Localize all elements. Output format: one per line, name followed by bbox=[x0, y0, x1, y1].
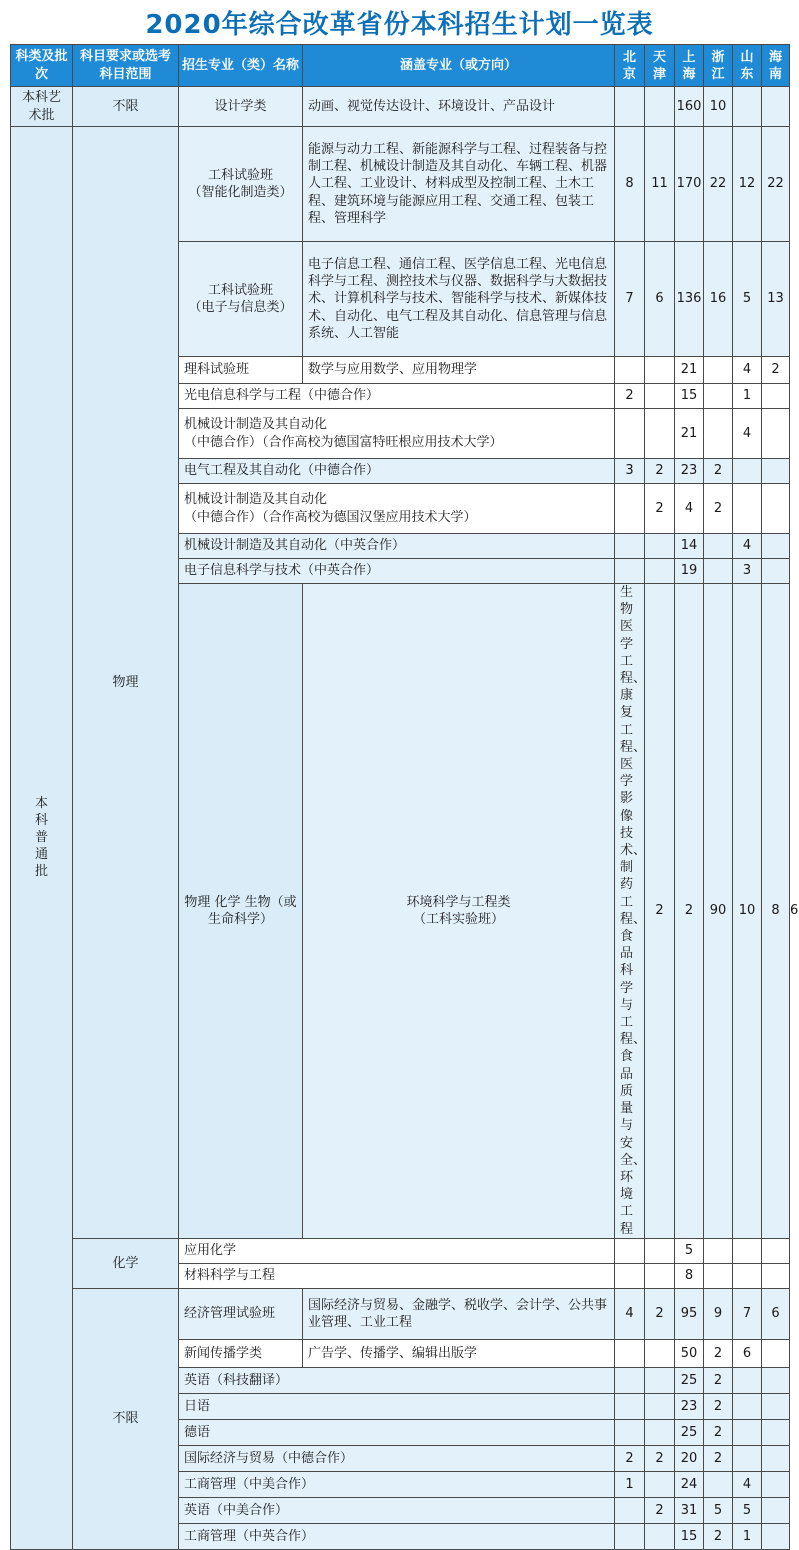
quota-hainan: 6 bbox=[762, 1288, 790, 1339]
table-body bbox=[11, 87, 799, 1550]
quota-hainan bbox=[762, 1339, 790, 1367]
major-name-cell: 电气工程及其自动化（中德合作） bbox=[179, 459, 615, 484]
major-name-cell: 设计学类 bbox=[179, 87, 303, 127]
quota-hainan bbox=[762, 1238, 790, 1263]
quota-shanghai: 160 bbox=[675, 87, 704, 127]
category-label: 本科普通批 bbox=[34, 796, 48, 880]
quota-shanghai: 21 bbox=[675, 357, 704, 384]
quota-shanghai: 19 bbox=[675, 559, 704, 584]
major-name-cell: 机械设计制造及其自动化（中英合作） bbox=[179, 534, 615, 559]
quota-hainan: 13 bbox=[762, 242, 790, 357]
major-name-cell: 日语 bbox=[179, 1393, 615, 1419]
quota-tianjin bbox=[645, 384, 675, 409]
quota-zhejiang bbox=[704, 384, 733, 409]
quota-zhejiang: 2 bbox=[704, 1339, 733, 1367]
quota-beijing bbox=[615, 1523, 645, 1549]
coverage-cell: 生物医学工程、康复工程、医学影像技术、制药工程、食品科学与工程、食品质量与安全、环境工程 bbox=[615, 584, 645, 1239]
quota-hainan bbox=[762, 1419, 790, 1445]
header-category: 科类及批次 bbox=[11, 45, 73, 87]
quota-tianjin: 2 bbox=[645, 1445, 675, 1471]
quota-beijing bbox=[615, 534, 645, 559]
header-beijing: 北京 bbox=[615, 45, 645, 87]
quota-tianjin: 2 bbox=[645, 484, 675, 534]
subject-cell: 不限 bbox=[73, 87, 179, 127]
major-name-cell: 工商管理（中英合作） bbox=[179, 1523, 615, 1549]
quota-hainan bbox=[762, 1367, 790, 1393]
quota-tianjin bbox=[645, 1523, 675, 1549]
quota-zhejiang bbox=[704, 1471, 733, 1497]
quota-zhejiang: 22 bbox=[704, 127, 733, 242]
quota-zhejiang: 5 bbox=[704, 1497, 733, 1523]
major-name-cell: 光电信息科学与工程（中德合作） bbox=[179, 384, 615, 409]
quota-shanghai: 50 bbox=[675, 1339, 704, 1367]
header-row bbox=[11, 45, 790, 87]
major-name-cell: 工科试验班 （电子与信息类） bbox=[179, 242, 303, 357]
quota-beijing: 1 bbox=[615, 1471, 645, 1497]
quota-hainan bbox=[762, 1445, 790, 1471]
quota-beijing: 2 bbox=[615, 1445, 645, 1471]
quota-hainan: 2 bbox=[762, 357, 790, 384]
quota-hainan bbox=[762, 87, 790, 127]
table-row bbox=[11, 1238, 790, 1263]
header-shanghai: 上海 bbox=[675, 45, 704, 87]
page-title: 2020年综合改革省份本科招生计划一览表 bbox=[145, 9, 654, 40]
major-name-cell: 国际经济与贸易（中德合作） bbox=[179, 1445, 615, 1471]
major-name-cell: 机械设计制造及其自动化 （中德合作）（合作高校为德国富特旺根应用技术大学） bbox=[179, 409, 615, 459]
quota-shanghai: 23 bbox=[675, 1393, 704, 1419]
quota-beijing bbox=[615, 559, 645, 584]
quota-zhejiang bbox=[704, 559, 733, 584]
table-row bbox=[11, 127, 790, 242]
quota-tianjin: 11 bbox=[645, 127, 675, 242]
quota-shandong bbox=[733, 1419, 762, 1445]
quota-shanghai: 25 bbox=[675, 1419, 704, 1445]
quota-hainan bbox=[762, 459, 790, 484]
coverage-cell: 国际经济与贸易、金融学、税收学、会计学、公共事业管理、工业工程 bbox=[303, 1288, 615, 1339]
quota-shanghai: 21 bbox=[675, 409, 704, 459]
major-name-cell: 英语（中美合作） bbox=[179, 1497, 615, 1523]
quota-beijing bbox=[615, 1263, 645, 1288]
quota-beijing bbox=[615, 1497, 645, 1523]
quota-shanghai: 8 bbox=[675, 1263, 704, 1288]
quota-beijing bbox=[615, 484, 645, 534]
quota-zhejiang bbox=[704, 357, 733, 384]
quota-tianjin bbox=[645, 1339, 675, 1367]
quota-shandong: 4 bbox=[733, 1471, 762, 1497]
quota-beijing bbox=[615, 357, 645, 384]
quota-shandong: 4 bbox=[733, 409, 762, 459]
quota-shanghai: 95 bbox=[675, 1288, 704, 1339]
quota-shanghai: 15 bbox=[675, 384, 704, 409]
quota-shandong: 3 bbox=[733, 559, 762, 584]
quota-tianjin bbox=[645, 1471, 675, 1497]
quota-shanghai: 90 bbox=[704, 584, 733, 1239]
coverage-cell: 动画、视觉传达设计、环境设计、产品设计 bbox=[303, 87, 615, 127]
quota-zhejiang: 10 bbox=[704, 87, 733, 127]
quota-beijing bbox=[615, 1419, 645, 1445]
header-major: 招生专业（类）名称 bbox=[179, 45, 303, 87]
quota-shandong: 1 bbox=[733, 1523, 762, 1549]
quota-beijing bbox=[615, 87, 645, 127]
quota-hainan bbox=[762, 484, 790, 534]
quota-tianjin: 2 bbox=[645, 1497, 675, 1523]
quota-zhejiang: 2 bbox=[704, 1367, 733, 1393]
quota-shandong bbox=[733, 1393, 762, 1419]
subject-cell: 化学 bbox=[73, 1238, 179, 1288]
header-subject: 科目要求或选考科目范围 bbox=[73, 45, 179, 87]
quota-zhejiang bbox=[704, 1263, 733, 1288]
subject-cell: 物理 化学 生物（或生命科学） bbox=[179, 584, 303, 1239]
quota-shanghai: 24 bbox=[675, 1471, 704, 1497]
quota-hainan bbox=[762, 1497, 790, 1523]
header-zhejiang: 浙江 bbox=[704, 45, 733, 87]
quota-beijing: 3 bbox=[615, 459, 645, 484]
quota-tianjin bbox=[645, 559, 675, 584]
quota-beijing bbox=[615, 1238, 645, 1263]
quota-zhejiang bbox=[704, 534, 733, 559]
quota-shandong: 4 bbox=[733, 357, 762, 384]
quota-beijing: 7 bbox=[615, 242, 645, 357]
quota-tianjin: 2 bbox=[675, 584, 704, 1239]
quota-tianjin bbox=[645, 87, 675, 127]
quota-zhejiang: 16 bbox=[704, 242, 733, 357]
quota-shandong bbox=[733, 459, 762, 484]
quota-tianjin bbox=[645, 409, 675, 459]
quota-shanghai: 4 bbox=[675, 484, 704, 534]
quota-shandong bbox=[733, 1445, 762, 1471]
quota-shanghai: 170 bbox=[675, 127, 704, 242]
header-tianjin: 天津 bbox=[645, 45, 675, 87]
quota-shandong: 4 bbox=[733, 534, 762, 559]
enrollment-plan-table bbox=[10, 44, 799, 1550]
quota-tianjin: 2 bbox=[645, 1288, 675, 1339]
quota-beijing: 2 bbox=[615, 384, 645, 409]
quota-tianjin bbox=[645, 1393, 675, 1419]
quota-shandong: 6 bbox=[733, 1339, 762, 1367]
quota-zhejiang: 9 bbox=[704, 1288, 733, 1339]
quota-zhejiang bbox=[704, 409, 733, 459]
quota-shanghai: 5 bbox=[675, 1238, 704, 1263]
quota-hainan bbox=[762, 1523, 790, 1549]
quota-beijing: 2 bbox=[645, 584, 675, 1239]
major-name-cell: 德语 bbox=[179, 1419, 615, 1445]
subject-cell: 物理 bbox=[73, 127, 179, 1239]
quota-shanghai: 31 bbox=[675, 1497, 704, 1523]
quota-beijing: 8 bbox=[615, 127, 645, 242]
quota-tianjin bbox=[645, 1367, 675, 1393]
quota-zhejiang: 2 bbox=[704, 484, 733, 534]
subject-cell: 不限 bbox=[73, 1288, 179, 1549]
quota-shandong: 5 bbox=[733, 1497, 762, 1523]
quota-hainan bbox=[762, 384, 790, 409]
quota-shandong bbox=[733, 484, 762, 534]
quota-shandong: 12 bbox=[733, 127, 762, 242]
major-name-cell: 理科试验班 bbox=[179, 357, 303, 384]
quota-tianjin bbox=[645, 534, 675, 559]
quota-tianjin bbox=[645, 1263, 675, 1288]
quota-hainan bbox=[762, 534, 790, 559]
quota-beijing bbox=[615, 1339, 645, 1367]
category-cell: 本科艺术批 bbox=[11, 87, 73, 127]
quota-tianjin bbox=[645, 1238, 675, 1263]
table-row bbox=[11, 1288, 790, 1339]
major-name-cell: 工科试验班 （智能化制造类） bbox=[179, 127, 303, 242]
quota-zhejiang: 2 bbox=[704, 1419, 733, 1445]
major-name-cell: 环境科学与工程类 （工科实验班） bbox=[303, 584, 615, 1239]
quota-shandong: 5 bbox=[733, 242, 762, 357]
quota-beijing: 4 bbox=[615, 1288, 645, 1339]
major-name-cell: 应用化学 bbox=[179, 1238, 615, 1263]
quota-zhejiang: 10 bbox=[733, 584, 762, 1239]
quota-beijing bbox=[615, 1367, 645, 1393]
quota-shandong: 8 bbox=[762, 584, 790, 1239]
quota-tianjin bbox=[645, 357, 675, 384]
quota-tianjin: 2 bbox=[645, 459, 675, 484]
quota-shandong: 1 bbox=[733, 384, 762, 409]
quota-shandong bbox=[733, 1263, 762, 1288]
quota-zhejiang: 2 bbox=[704, 459, 733, 484]
quota-hainan bbox=[762, 1393, 790, 1419]
quota-zhejiang: 2 bbox=[704, 1445, 733, 1471]
major-name-cell: 工商管理（中美合作） bbox=[179, 1471, 615, 1497]
major-name-cell: 经济管理试验班 bbox=[179, 1288, 303, 1339]
quota-shandong bbox=[733, 87, 762, 127]
table-row: 物理 化学 生物（或生命科学） 环境科学与工程类 （工科实验班） 生物医学工程、康复工程、医学影像技术、制药工程、食品科学与工程、食品质量与安全、环境工程 2 2 90 10 8 6 bbox=[11, 584, 790, 1239]
quota-beijing bbox=[615, 1393, 645, 1419]
quota-shandong bbox=[733, 1238, 762, 1263]
quota-tianjin: 6 bbox=[645, 242, 675, 357]
coverage-cell: 广告学、传播学、编辑出版学 bbox=[303, 1339, 615, 1367]
major-name-cell: 英语（科技翻译） bbox=[179, 1367, 615, 1393]
category-cell bbox=[11, 127, 73, 1550]
quota-shanghai: 25 bbox=[675, 1367, 704, 1393]
quota-beijing bbox=[615, 409, 645, 459]
quota-tianjin bbox=[645, 1419, 675, 1445]
quota-zhejiang: 2 bbox=[704, 1393, 733, 1419]
quota-hainan bbox=[762, 559, 790, 584]
header-shandong: 山东 bbox=[733, 45, 762, 87]
coverage-cell: 数学与应用数学、应用物理学 bbox=[303, 357, 615, 384]
quota-shandong bbox=[733, 1367, 762, 1393]
major-name-cell: 材料科学与工程 bbox=[179, 1263, 615, 1288]
quota-zhejiang: 2 bbox=[704, 1523, 733, 1549]
quota-zhejiang bbox=[704, 1238, 733, 1263]
quota-shanghai: 15 bbox=[675, 1523, 704, 1549]
major-name-cell: 机械设计制造及其自动化 （中德合作）（合作高校为德国汉堡应用技术大学） bbox=[179, 484, 615, 534]
quota-shanghai: 14 bbox=[675, 534, 704, 559]
table-row bbox=[11, 87, 790, 127]
coverage-cell: 能源与动力工程、新能源科学与工程、过程装备与控制工程、机械设计制造及其自动化、车辆工程、机器人工程、工业设计、材料成型及控制工程、土木工程、建筑环境与能源应用工程、交通工程、包装工程、管理科学 bbox=[303, 127, 615, 242]
quota-hainan bbox=[762, 1471, 790, 1497]
coverage-cell: 电子信息工程、通信工程、医学信息工程、光电信息科学与工程、测控技术与仪器、数据科学与大数据技术、计算机科学与技术、智能科学与技术、新媒体技术、自动化、电气工程及其自动化、信息管理与信息系统、人工智能 bbox=[303, 242, 615, 357]
header-hainan: 海南 bbox=[762, 45, 790, 87]
quota-shandong: 7 bbox=[733, 1288, 762, 1339]
major-name-cell: 新闻传播学类 bbox=[179, 1339, 303, 1367]
header-coverage: 涵盖专业（或方向） bbox=[303, 45, 615, 87]
quota-shanghai: 20 bbox=[675, 1445, 704, 1471]
quota-shanghai: 136 bbox=[675, 242, 704, 357]
quota-hainan bbox=[762, 409, 790, 459]
quota-shanghai: 23 bbox=[675, 459, 704, 484]
major-name-cell: 电子信息科学与技术（中英合作） bbox=[179, 559, 615, 584]
quota-hainan: 22 bbox=[762, 127, 790, 242]
quota-hainan bbox=[762, 1263, 790, 1288]
